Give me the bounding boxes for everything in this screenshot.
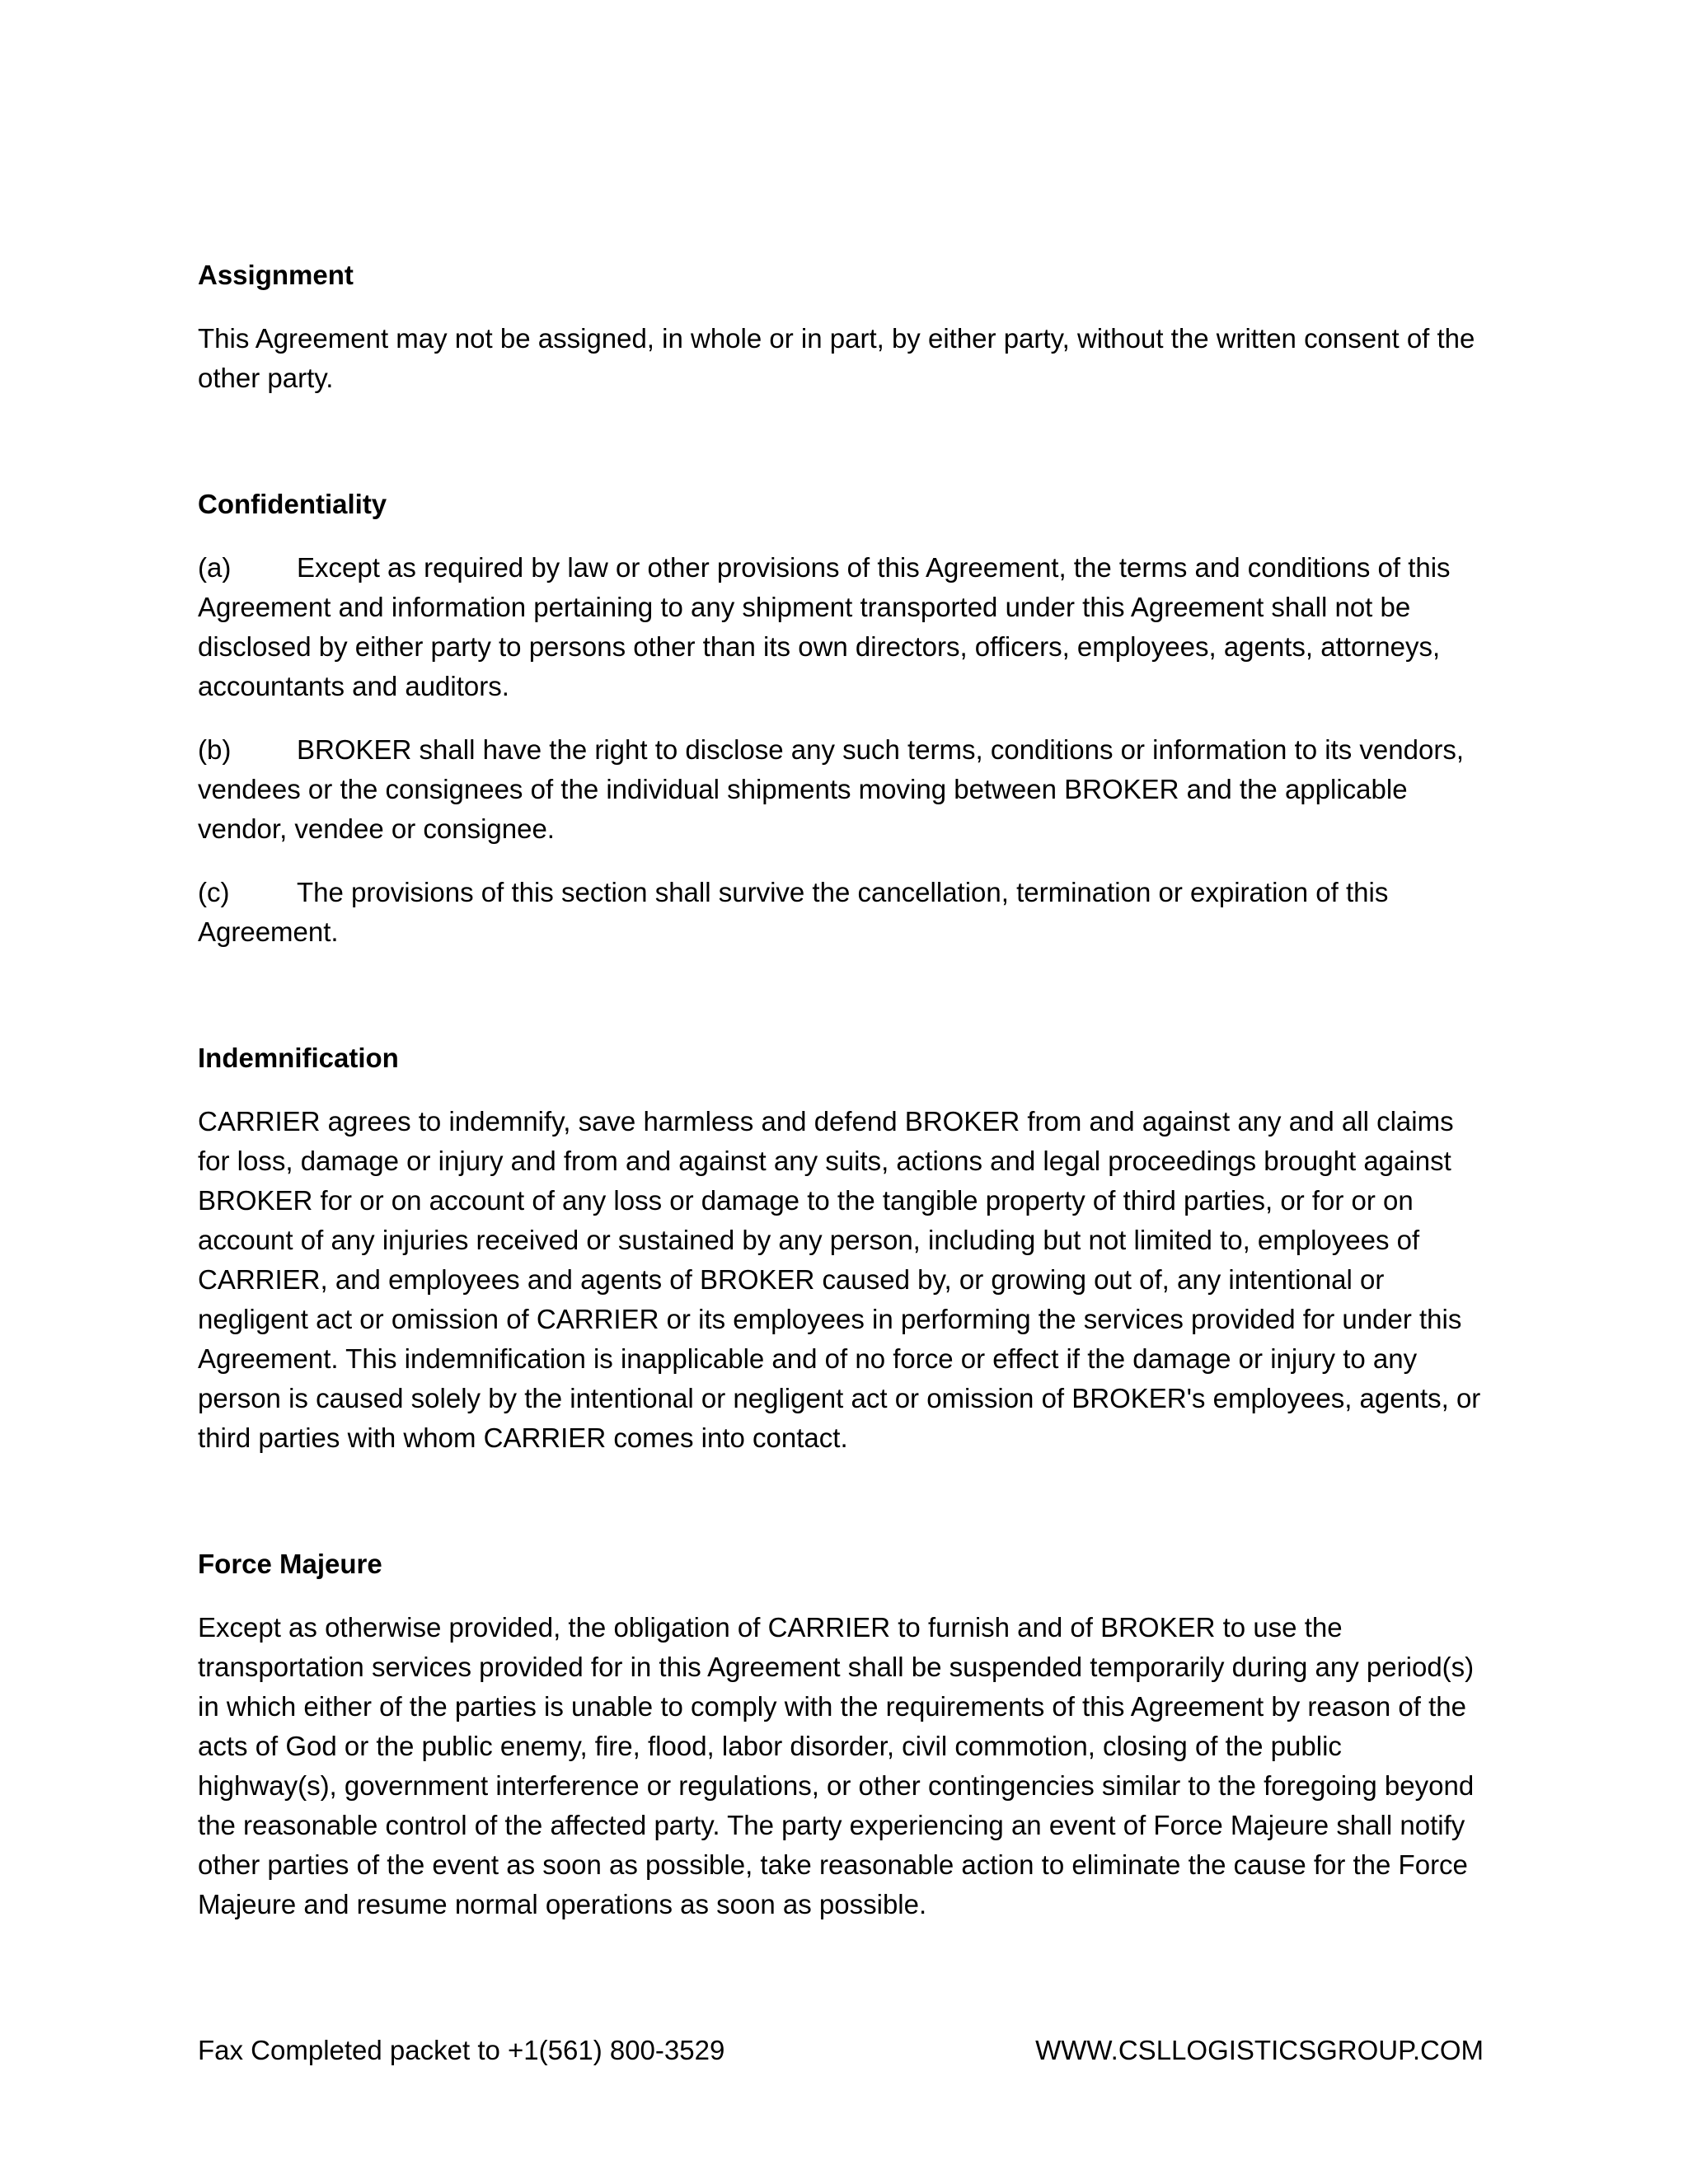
section-force-majeure	[198, 1544, 1484, 1924]
clause-text-b: BROKER shall have the right to disclose any such terms, conditions or information to its vendors, vendees or the consignees of the individual shipments moving between BROKER and the applicable vendor, vendee or consignee.	[198, 734, 1464, 844]
assignment-paragraph: This Agreement may not be assigned, in whole or in part, by either party, without the written consent of the other party.	[198, 323, 1475, 393]
clause-text-c: The provisions of this section shall survive the cancellation, termination or expiration of this Agreement.	[198, 877, 1389, 947]
section-confidentiality	[198, 485, 1484, 952]
clause-label-c: (c)	[198, 877, 230, 907]
clause-label-b: (b)	[198, 734, 232, 765]
clause-text-a: Except as required by law or other provisions of this Agreement, the terms and conditions of this Agreement and information pertaining to any shipment transported under this Agreement shall not be disclosed by either party to persons other than its own directors, officers, employees, agents, attorneys, accountants and auditors.	[198, 552, 1451, 701]
section-heading-force-majeure: Force Majeure	[198, 1549, 382, 1579]
section-heading-indemnification: Indemnification	[198, 1043, 399, 1073]
clause-label-a: (a)	[198, 552, 232, 583]
section-assignment	[198, 255, 1484, 398]
section-heading-confidentiality: Confidentiality	[198, 489, 387, 519]
page-footer	[198, 2031, 1484, 2070]
confidentiality-clause-c	[198, 873, 1484, 952]
footer-fax-text: Fax Completed packet to +1(561) 800-3529	[198, 2035, 725, 2065]
indemnification-paragraph: CARRIER agrees to indemnify, save harmless and defend BROKER from and against any and all claims for loss, damage or injury and from and against any suits, actions and legal proceedings brought against BROKER for or on account of any loss or damage to the tangible property of third parties, or for or on account of any injuries received or sustained by any person, including but not limited to, employees of CARRIER, and employees and agents of BROKER caused by, or growing out of, any intentional or negligent act or omission of CARRIER or its employees in performing the services provided for under this Agreement. This indemnification is inapplicable and of no force or effect if the damage or injury to any person is caused solely by the intentional or negligent act or omission of BROKER's employees, agents, or third parties with whom CARRIER comes into contact.	[198, 1106, 1481, 1453]
section-indemnification	[198, 1038, 1484, 1458]
confidentiality-clause-b	[198, 730, 1484, 849]
footer-website-text: WWW.CSLLOGISTICSGROUP.COM	[1035, 2035, 1484, 2065]
section-heading-assignment: Assignment	[198, 260, 354, 290]
force-majeure-paragraph: Except as otherwise provided, the obligation of CARRIER to furnish and of BROKER to use the transportation services provided for in this Agreement shall be suspended temporarily during any period(s) in which either of the parties is unable to comply with the requirements of this Agreement by reason of the acts of God or the public enemy, fire, flood, labor disorder, civil commotion, closing of the public highway(s), government interference or regulations, or other contingencies similar to the foregoing beyond the reasonable control of the affected party. The party experiencing an event of Force Majeure shall notify other parties of the event as soon as possible, take reasonable action to eliminate the cause for the Force Majeure and resume normal operations as soon as possible.	[198, 1612, 1475, 1919]
confidentiality-clause-a	[198, 548, 1484, 706]
document-body	[198, 255, 1484, 1924]
